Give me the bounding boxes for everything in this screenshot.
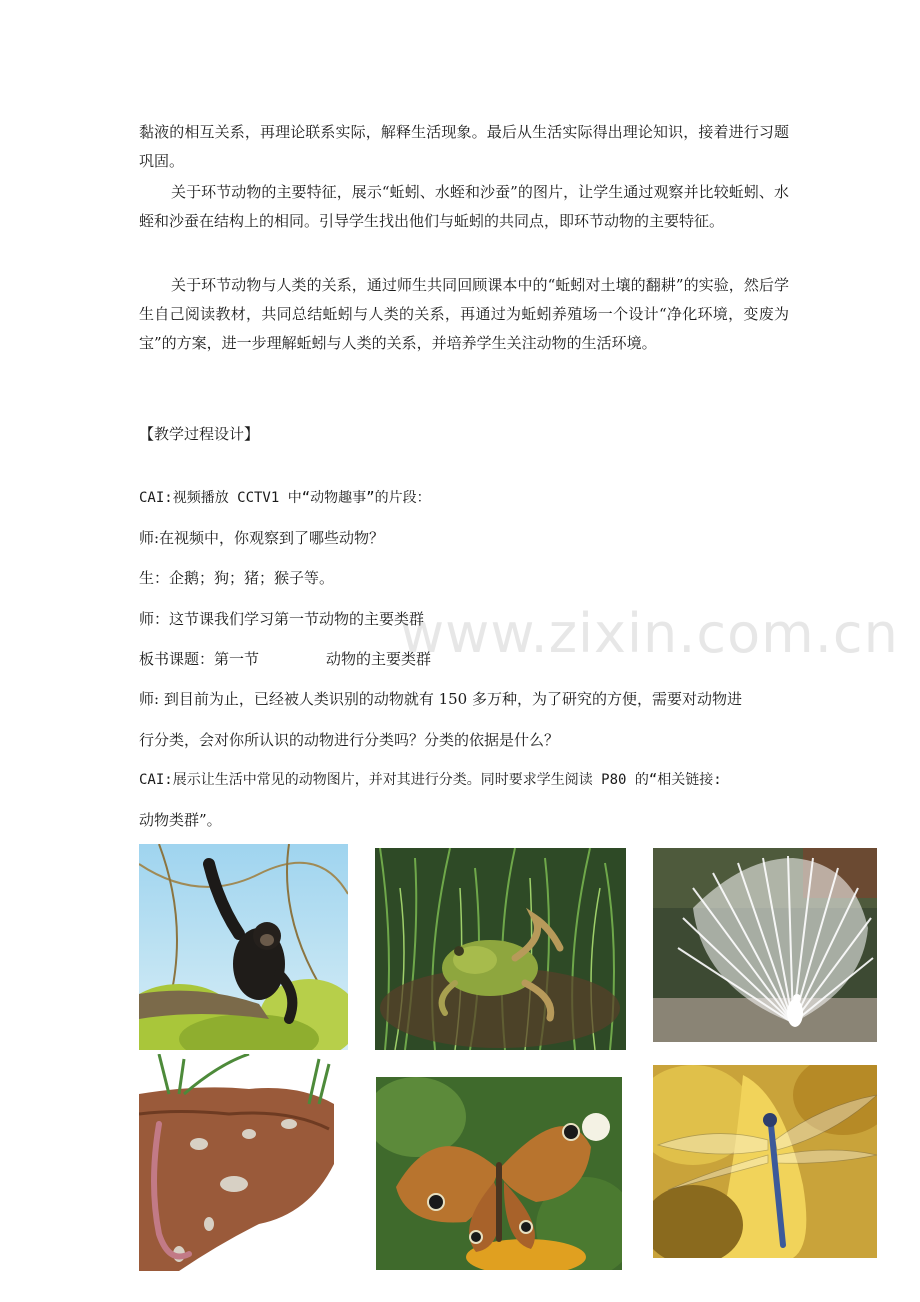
text-line-board-title-topic: 动物的主要类群: [326, 650, 432, 668]
peacock-photo: [653, 848, 877, 1042]
gibbon-photo: [139, 844, 348, 1050]
text-line-teacher-intro: 师：这节课我们学习第一节动物的主要类群: [139, 610, 425, 628]
text-line-teacher-classify-1: 师: 到目前为止，已经被人类识别的动物就有 150 多万种，为了研究的方便，需要对动物进: [139, 690, 742, 708]
text-line-teacher-classify-2: 行分类，会对你所认识的动物进行分类吗？分类的依据是什么？: [139, 731, 560, 749]
paragraph-1: 黏液的相互关系，再理论联系实际，解释生活现象。最后从生活实际得出理论知识，接着进行习题巩固。: [139, 123, 789, 170]
text-line-teacher-question: 师:在视频中，你观察到了哪些动物？: [139, 529, 385, 547]
butterfly-photo: [376, 1077, 622, 1270]
watermark: www.zixin.com.cn: [400, 602, 899, 665]
text-line-animal-groups: 动物类群”。: [139, 811, 222, 829]
frog-photo: [375, 848, 626, 1050]
paragraph-3: 关于环节动物与人类的关系，通过师生共同回顾课本中的“蚯蚓对土壤的翻耕”的实验，然后学生自己阅读教材，共同总结蚯蚓与人类的关系，再通过为蚯蚓养殖场一个设计“净化环境，变废为宝”的方案，进一步理解蚯蚓与人类的关系，并培养学生关注动物的生活环境。: [139, 276, 789, 352]
section-heading: 【教学过程设计】: [139, 425, 260, 443]
text-line-cai-video: CAI:视频播放 CCTV1 中“动物趣事”的片段：: [139, 490, 431, 506]
earthworm-photo: [139, 1054, 334, 1271]
dragonfly-photo: [653, 1065, 877, 1258]
text-line-cai-show: CAI:展示让生活中常见的动物图片，并对其进行分类。同时要求学生阅读 P80 的“相关链接:: [139, 772, 722, 788]
paragraph-2: 关于环节动物的主要特征，展示“蚯蚓、水蛭和沙蚕”的图片，让学生通过观察并比较蚯蚓、水蛭和沙蚕在结构上的相同。引导学生找出他们与蚯蚓的共同点，即环节动物的主要特征。: [139, 183, 789, 230]
text-line-student-answer: 生：企鹅；狗；猪；猴子等。: [139, 569, 335, 587]
text-line-board-title: 板书课题：第一节: [139, 650, 260, 668]
